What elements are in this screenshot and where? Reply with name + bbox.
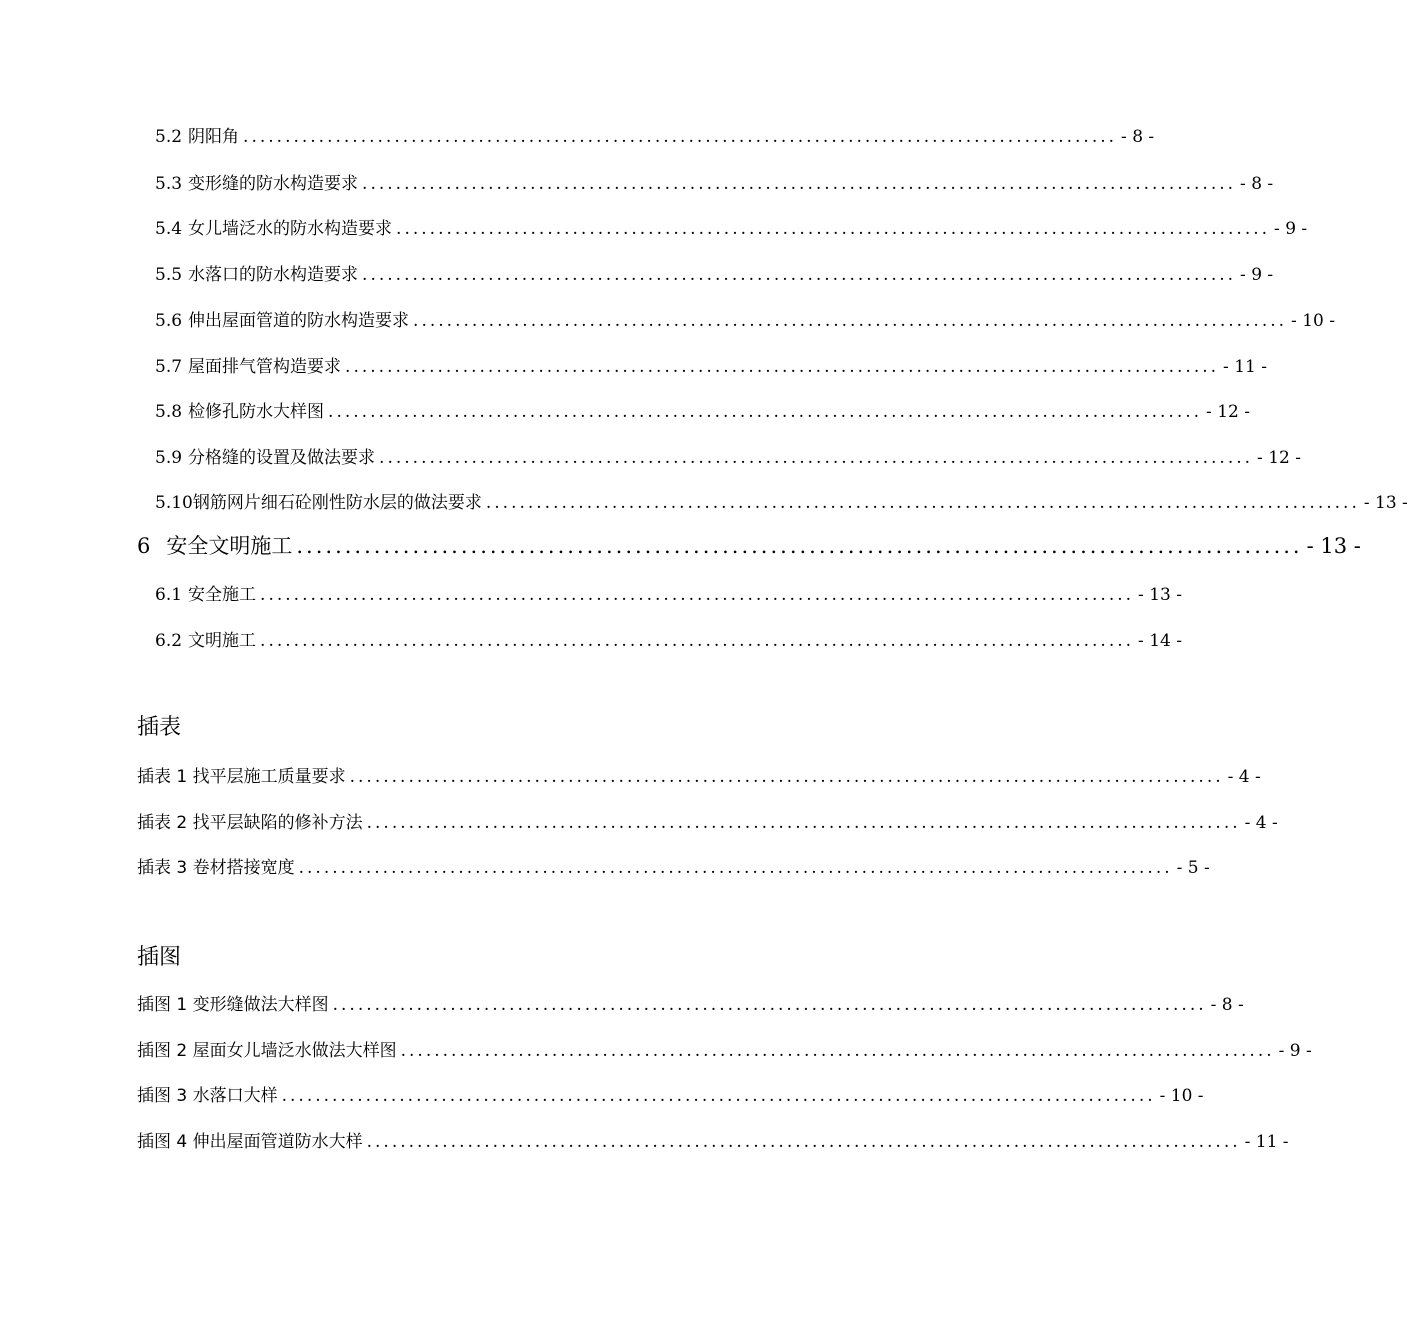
dot-leader: ........................................................................................................ xyxy=(485,493,1360,513)
dot-leader: ........................................................................................................ xyxy=(396,219,1271,239)
toc-entry-5-6[interactable] xyxy=(155,306,1335,331)
table-entry-page: - 5 - xyxy=(1176,858,1210,878)
table-entry-3[interactable] xyxy=(137,853,1210,878)
toc-entry-5-3[interactable] xyxy=(155,169,1274,194)
toc-entry-number: 5.8 xyxy=(155,402,183,422)
toc-entry-title: 水落口的防水构造要求 xyxy=(188,265,359,285)
toc-entry-title: 文明施工 xyxy=(188,631,257,651)
tables-heading: 插表 xyxy=(137,715,182,740)
dot-leader: ........................................................................................................ xyxy=(260,585,1135,605)
toc-entry-number: 6 xyxy=(137,534,151,558)
toc-entry-number: 6.1 xyxy=(155,585,183,605)
dot-leader: ........................................................................................................ xyxy=(413,311,1288,331)
dot-leader: ........................................................................................................ xyxy=(281,1086,1156,1106)
figures-heading: 插图 xyxy=(137,945,182,970)
toc-entry-number: 6.2 xyxy=(155,631,183,651)
toc-entry-number: 5.7 xyxy=(155,357,183,377)
toc-entry-page: - 8 - xyxy=(1121,127,1155,147)
dot-leader: ........................................................................................................ xyxy=(362,174,1237,194)
toc-entry-5-5[interactable] xyxy=(155,260,1274,285)
toc-entry-5-8[interactable] xyxy=(155,397,1250,422)
toc-entry-chapter-6[interactable] xyxy=(137,530,1361,558)
toc-entry-page: - 11 - xyxy=(1223,357,1267,377)
dot-leader: ........................................................................................................ xyxy=(243,127,1118,147)
toc-entry-6-1[interactable] xyxy=(155,580,1182,605)
toc-entry-5-4[interactable] xyxy=(155,214,1308,239)
toc-entry-page: - 14 - xyxy=(1138,631,1182,651)
table-entry-title: 插表 2 找平层缺陷的修补方法 xyxy=(137,813,363,833)
dot-leader: ........................................................................................................ xyxy=(260,631,1135,651)
toc-entry-number: 5.3 xyxy=(155,174,183,194)
toc-entry-title: 变形缝的防水构造要求 xyxy=(188,174,359,194)
figure-entry-title: 插图 1 变形缝做法大样图 xyxy=(137,995,329,1015)
dot-leader: ........................................................................................................ xyxy=(400,1041,1275,1061)
figure-entry-4[interactable] xyxy=(137,1127,1289,1152)
toc-entry-number: 5.6 xyxy=(155,311,183,331)
toc-entry-title: 屋面排气管构造要求 xyxy=(188,357,342,377)
toc-entry-title: 阴阳角 xyxy=(188,127,240,147)
toc-entry-number: 5.2 xyxy=(155,127,183,147)
toc-entry-page: - 9 - xyxy=(1240,265,1274,285)
toc-entry-title: 分格缝的设置及做法要求 xyxy=(188,448,376,468)
toc-entry-page: - 9 - xyxy=(1274,219,1308,239)
toc-entry-6-2[interactable] xyxy=(155,626,1182,651)
dot-leader: ........................................................................................................ xyxy=(362,265,1237,285)
table-entry-title: 插表 1 找平层施工质量要求 xyxy=(137,767,346,787)
table-entry-title: 插表 3 卷材搭接宽度 xyxy=(137,858,295,878)
toc-entry-page: - 12 - xyxy=(1257,448,1301,468)
toc-entry-page: - 13 - xyxy=(1306,534,1361,558)
toc-entry-title: 钢筋网片细石砼刚性防水层的做法要求 xyxy=(192,493,482,513)
toc-entry-5-2[interactable] xyxy=(155,122,1155,147)
table-entry-page: - 4 - xyxy=(1227,767,1261,787)
dot-leader: ........................................................................................................ xyxy=(345,357,1220,377)
toc-entry-page: - 12 - xyxy=(1206,402,1250,422)
toc-entry-number: 5.9 xyxy=(155,448,183,468)
toc-entry-number: 5.10 xyxy=(155,493,193,513)
toc-entry-page: - 13 - xyxy=(1363,493,1408,513)
toc-entry-number: 5.4 xyxy=(155,219,183,239)
figure-entry-2[interactable] xyxy=(137,1036,1312,1061)
figure-entry-page: - 11 - xyxy=(1244,1132,1289,1152)
figure-entry-title: 插图 3 水落口大样 xyxy=(137,1086,278,1106)
toc-entry-page: - 13 - xyxy=(1138,585,1182,605)
toc-entry-page: - 10 - xyxy=(1291,311,1335,331)
table-entry-1[interactable] xyxy=(137,762,1261,787)
toc-entry-title: 检修孔防水大样图 xyxy=(188,402,325,422)
figure-entry-page: - 9 - xyxy=(1278,1041,1312,1061)
dot-leader: ........................................................................................................ xyxy=(366,813,1241,833)
toc-entry-title: 安全文明施工 xyxy=(166,534,293,558)
toc-entry-title: 伸出屋面管道的防水构造要求 xyxy=(188,311,410,331)
dot-leader: ........................................................................................................ xyxy=(379,448,1254,468)
toc-entry-number: 5.5 xyxy=(155,265,183,285)
toc-entry-title: 女儿墙泛水的防水构造要求 xyxy=(188,219,393,239)
toc-entry-5-9[interactable] xyxy=(155,443,1301,468)
figure-entry-page: - 8 - xyxy=(1210,995,1244,1015)
toc-entry-5-10[interactable] xyxy=(155,488,1408,513)
toc-entry-page: - 8 - xyxy=(1240,174,1274,194)
figure-entry-title: 插图 2 屋面女儿墙泛水做法大样图 xyxy=(137,1041,397,1061)
dot-leader: ........................................................................................................ xyxy=(296,534,1303,558)
figure-entry-3[interactable] xyxy=(137,1081,1204,1106)
dot-leader: ........................................................................................................ xyxy=(349,767,1224,787)
toc-entry-5-7[interactable] xyxy=(155,352,1267,377)
dot-leader: ........................................................................................................ xyxy=(332,995,1207,1015)
table-entry-page: - 4 - xyxy=(1244,813,1278,833)
figure-entry-title: 插图 4 伸出屋面管道防水大样 xyxy=(137,1132,363,1152)
figure-entry-page: - 10 - xyxy=(1159,1086,1204,1106)
toc-entry-title: 安全施工 xyxy=(188,585,257,605)
dot-leader: ........................................................................................................ xyxy=(298,858,1173,878)
dot-leader: ........................................................................................................ xyxy=(366,1132,1241,1152)
table-entry-2[interactable] xyxy=(137,808,1278,833)
figure-entry-1[interactable] xyxy=(137,990,1244,1015)
dot-leader: ........................................................................................................ xyxy=(328,402,1203,422)
